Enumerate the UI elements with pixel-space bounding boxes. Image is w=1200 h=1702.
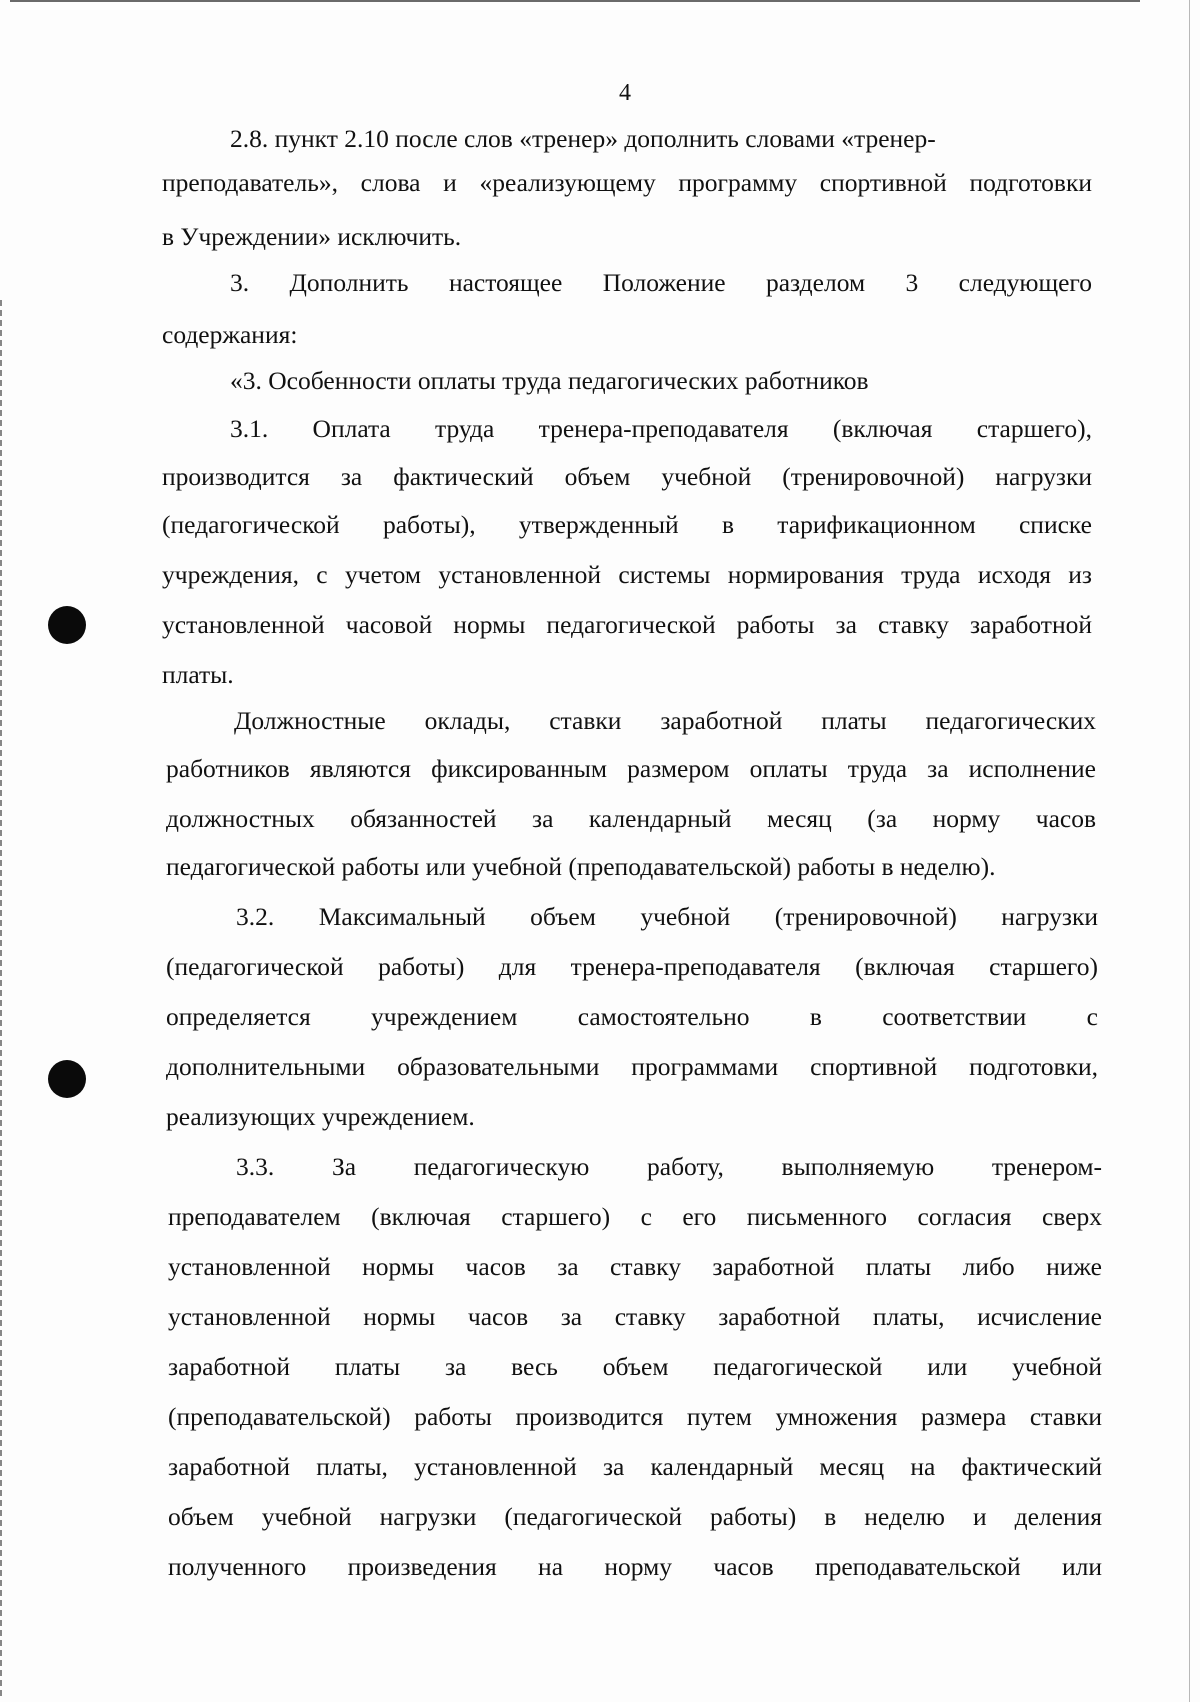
- page-number: 4: [619, 80, 631, 106]
- punch-hole: [48, 1060, 86, 1098]
- text-line: 3.1. Оплата труда тренера-преподавателя (включая старшего),: [230, 414, 1092, 443]
- text-line: объем учебной нагрузки (педагогической работы) в неделю и деления: [168, 1502, 1102, 1531]
- text-line: полученного произведения на норму часов преподавательской или: [168, 1552, 1102, 1581]
- scan-edge-left: [0, 300, 2, 1700]
- text-line: платы.: [162, 660, 234, 689]
- text-line: учреждения, с учетом установленной системы нормирования труда исходя из: [162, 560, 1092, 589]
- text-line: (педагогической работы), утвержденный в тарификационном списке: [162, 510, 1092, 539]
- text-line: преподавателем (включая старшего) с его письменного согласия сверх: [168, 1202, 1102, 1231]
- text-line: 3. Дополнить настоящее Положение разделом 3 следующего: [230, 268, 1092, 297]
- text-line: определяется учреждением самостоятельно в соответствии с: [166, 1002, 1098, 1031]
- text-line: дополнительными образовательными программами спортивной подготовки,: [166, 1052, 1098, 1081]
- scan-edge-top: [10, 0, 1140, 2]
- punch-hole: [48, 606, 86, 644]
- text-line: Должностные оклады, ставки заработной платы педагогических: [234, 706, 1096, 735]
- text-line: реализующих учреждением.: [166, 1102, 475, 1131]
- text-line: педагогической работы или учебной (преподавательской) работы в неделю).: [166, 852, 996, 881]
- text-line: 3.2. Максимальный объем учебной (тренировочной) нагрузки: [236, 902, 1098, 931]
- text-line: в Учреждении» исключить.: [162, 222, 462, 251]
- text-line: (преподавательской) работы производится путем умножения размера ставки: [168, 1402, 1102, 1431]
- text-line: преподаватель», слова и «реализующему программу спортивной подготовки: [162, 168, 1092, 197]
- text-line: содержания:: [162, 320, 298, 349]
- text-line: должностных обязанностей за календарный месяц (за норму часов: [166, 804, 1096, 833]
- scan-edge-right: [1189, 0, 1190, 1702]
- text-line: установленной нормы часов за ставку заработной платы, исчисление: [168, 1302, 1102, 1331]
- text-line: установленной нормы часов за ставку заработной платы либо ниже: [168, 1252, 1102, 1281]
- text-line: работников являются фиксированным размером оплаты труда за исполнение: [166, 754, 1096, 783]
- text-line: производится за фактический объем учебной (тренировочной) нагрузки: [162, 462, 1092, 491]
- text-line: 3.3. За педагогическую работу, выполняемую тренером-: [236, 1152, 1102, 1181]
- text-line: установленной часовой нормы педагогической работы за ставку заработной: [162, 610, 1092, 639]
- text-line: 2.8. пункт 2.10 после слов «тренер» дополнить словами «тренер-: [230, 124, 936, 153]
- section-heading: «3. Особенности оплаты труда педагогических работников: [230, 366, 869, 395]
- text-line: заработной платы, установленной за календарный месяц на фактический: [168, 1452, 1102, 1481]
- text-line: заработной платы за весь объем педагогической или учебной: [168, 1352, 1102, 1381]
- text-line: (педагогической работы) для тренера-преподавателя (включая старшего): [166, 952, 1098, 981]
